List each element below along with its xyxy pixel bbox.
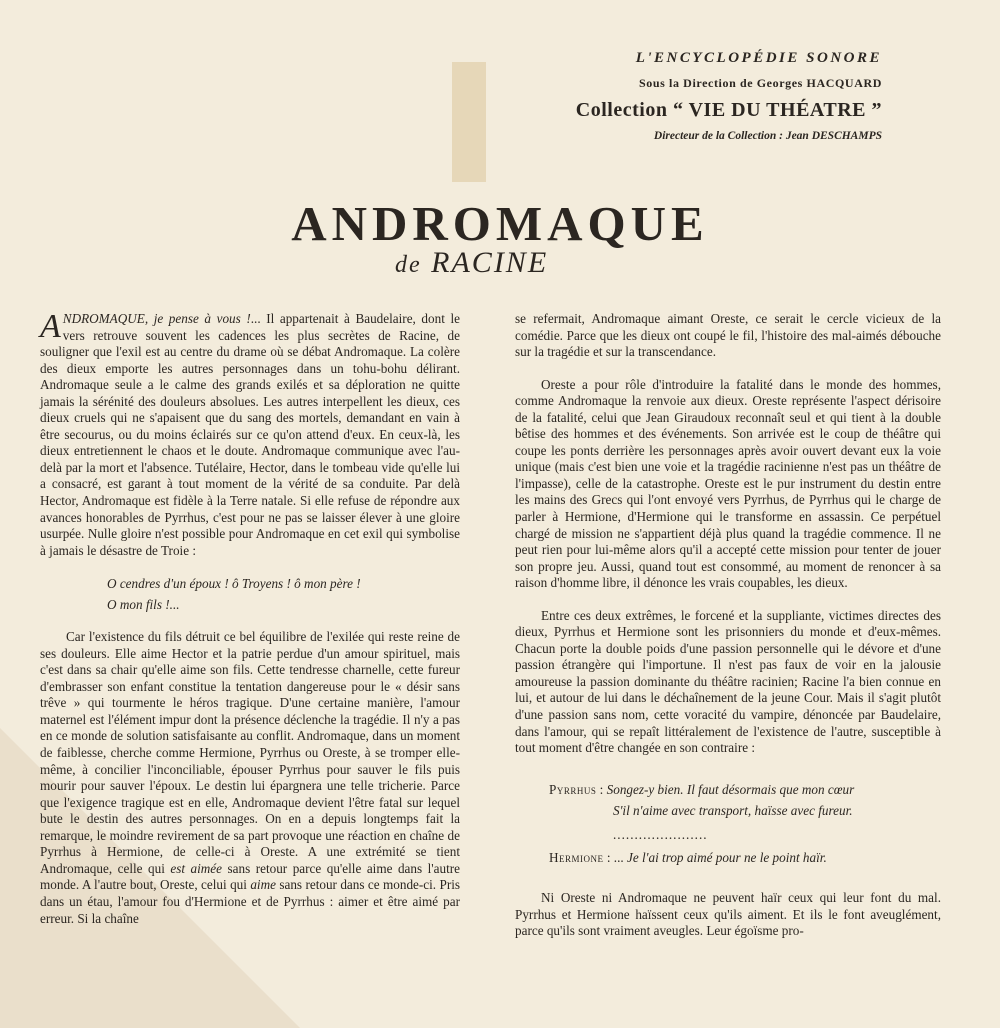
right-paragraph-3: Entre ces deux extrêmes, le forcené et la suppliante, victimes directes des dieux, Pyrrhus et Hermione sont les prisonniers du monde et d'eux-mêmes. Chacun porte la double poids d'une passion personnelle qui le dévore et d'une passion étrangère qui l'importune. Il n'est pas faux de voir en la jalousie amoureuse la passion dominante du théâtre racinien; Racine l'a bien connue en lui, et autour de lui dans le déchaînement de la jeune Cour. Mais il s'agit plutôt d'une passion sans nom, cette voracité du vampire, dénoncée par Baudelaire, dans l'amour, qui se repaît littéralement de l'existence de l'autre, susceptible à tout moment d'être changée en son contraire : xyxy=(515,607,941,756)
speaker-hermione: Hermione xyxy=(549,850,604,866)
speaker-sep-1: : xyxy=(596,781,607,797)
verse-quote xyxy=(107,573,460,615)
left-p2-text-a: Car l'existence du fils détruit ce bel équilibre de l'exilée qui reste reine de ses douleurs. Elle aime Hector et la patrie perdue d'un amour spirituel, mais c'est dans sa chair qu'elle aime son fils. Cette tendresse charnelle, cette fureur d'embrasser son enfant constitue la tentation dangereuse pour le « désir sans trêve » qui tourmente le héros tragique. D'une certaine manière, l'amour maternel est l'élément impur dont la présence déclenche la tragédie. Il n'y a pas en ce monde de solution satisfaisante au conflit. Andromaque, dans un moment de faiblesse, cherche comme Hermione, Pyrrhus ou Oreste, à se tromper elle-même, à concilier l'inconciliable, épouser Pyrrhus pour sauver le fils puis mourir pour sauver l'époux. Le destin lui épargnera une telle tricherie. Parce que l'exigence tragique est en elle, Andromaque devient l'être fatal sur lequel bute le destin des autres personnages. On en a depuis longtemps fait la remarque, le moindre revirement de sa part provoque une réaction en chaîne de Pyrrhus à Hermione, de celle-ci à Oreste. A une extrémité se tient Andromaque, celle qui xyxy=(40,629,460,876)
page-subtitle xyxy=(395,246,548,280)
page-title: ANDROMAQUE xyxy=(291,196,709,251)
direction-line: Sous la Direction de Georges HACQUARD xyxy=(639,76,882,90)
drop-cap: A xyxy=(40,308,61,345)
left-column xyxy=(40,308,461,927)
left-p2-text-c: sans retour dans ce monde-ci. Pris dans un étau, l'amour fou d'Hermione et de Pyrrhus : aimer et être aimé par erreur. Si la chaîne xyxy=(40,877,461,926)
opening-quote: NDROMAQUE, je pense à vous ! xyxy=(62,311,251,326)
right-column xyxy=(515,311,941,940)
ellipsis-dots: ...................... xyxy=(613,826,708,842)
right-paragraph-1: se refermait, Andromaque aimant Oreste, ce serait le cercle vicieux de la comédie. Parce que les dieux ont coupé le fil, l'histoire des mal-aimés débouche sur la tragédie et sur la transcendance. xyxy=(515,311,941,360)
left-p2-text-b: sans retour parce qu'elle aime dans l'autre monde. A l'autre bout, Oreste, celui qui xyxy=(40,860,461,893)
left-paragraph-2 xyxy=(40,629,460,927)
right-paragraph-2: Oreste a pour rôle d'introduire la fatalité dans le monde des hommes, comme Andromaque la renvoie aux dieux. Oreste représente l'aspect dérisoire de la fatalité, celui que Jean Giraudoux reconnaît seul et qui tient à la double bêtise des hommes et des événements. Son arrivée est le coup de théâtre qui coupe les ponts derrière les personnages après avoir ouvert devant eux la voie unique (mais c'est bien une voie et la tragédie racinienne n'est pas un théâtre de l'impasse), celle de la catastrophe. Oreste est le pur instrument du destin entre les mains des Grecs qui l'ont envoyé vers Pyrrhus, de Pyrrhus qui le charge de parler à Hermione, d'Hermione qui le transforme en assassin. Ce perpétuel chargé de mission ne s'appartient déjà plus quand la tragédie commence. Il ne peut rien pour lui-même alors qu'il a accepté cette mission pour tenter de jouer son propre jeu. Aussi, quand tout est consommé, au moment de renoncer à sa raison d'homme libre, il dénonce les vrais coupables, les dieux. xyxy=(515,376,941,591)
subtitle-de: de xyxy=(395,252,422,278)
speaker-pyrrhus: Pyrrhus xyxy=(549,781,597,797)
right-paragraph-4: Ni Oreste ni Andromaque ne peuvent haïr ceux qui leur font du mal. Pyrrhus et Hermione haïssent ceux qu'ils aiment. Et ils le font aveuglément, parce qu'ils sont vraiment aveugles. Leur égoïsme pro- xyxy=(515,890,941,939)
pyrrhus-line-2: S'il n'aime avec transport, haïsse avec fureur. xyxy=(613,802,853,818)
encyclopedie-title: L'ENCYCLOPÉDIE SONORE xyxy=(635,50,882,66)
left-p2-em-2: aime xyxy=(250,877,276,893)
left-p1-text: ... Il appartenait à Baudelaire, dont le vers retrouve souvent les cadences les plus secrètes de Racine, de souligner que l'exil est au centre du drame où se débat Andromaque. La colère des dieux emporte les autres personnages dans un tohu-bohu délirant. Andromaque seule a le calme des grands exilés et sa déploration ne quitte jamais la sérénité des douleurs absolues. Les autres interpellent les dieux, ces dieux cruels qui ne s'apaisent que du sang des mortels, demandant en vain à être secourus, ou du moins éclairés sur ce qu'on attend d'eux. En ceux-là, les dieux entretiennent le chaos et le doute. Andromaque communique avec l'au-delà par la mort et l'absence. Tutélaire, Hector, dans le tombeau vide qu'elle lui a consacré, est garant à tout moment de la vérité de sa conduite. Par delà Hector, Andromaque est fidèle à la Terre natale. Si elle refuse de répondre aux avances honorables de Pyrrhus, c'est pour ne pas se laisser élever à une gloire usurpée. Nulle gloire n'est possible pour Andromaque en cet exil qui symbolise à jamais le désastre de Troie : xyxy=(40,311,460,558)
pyrrhus-line-1: Songez-y bien. Il faut désormais que mon cœur xyxy=(606,781,855,797)
left-paragraph-1 xyxy=(40,308,460,559)
speaker-sep-2: : ... xyxy=(603,850,627,866)
header xyxy=(576,50,882,142)
pyrrhus-verse xyxy=(549,779,941,800)
collection-title: Collection “ VIE DU THÉATRE ” xyxy=(575,99,882,121)
verse-line-2: O mon fils !... xyxy=(107,597,180,613)
verse-line-1: O cendres d'un époux ! ô Troyens ! ô mon père ! xyxy=(107,576,361,592)
subtitle-author: RACINE xyxy=(431,246,549,279)
left-p2-em-1: est aimée xyxy=(170,860,223,876)
hermione-line: Je l'ai trop aimé pour ne le point haïr. xyxy=(626,850,827,866)
collection-director: Directeur de la Collection : Jean DESCHAMPS xyxy=(653,130,882,142)
hermione-verse xyxy=(549,847,941,868)
tape-strip xyxy=(452,62,486,182)
